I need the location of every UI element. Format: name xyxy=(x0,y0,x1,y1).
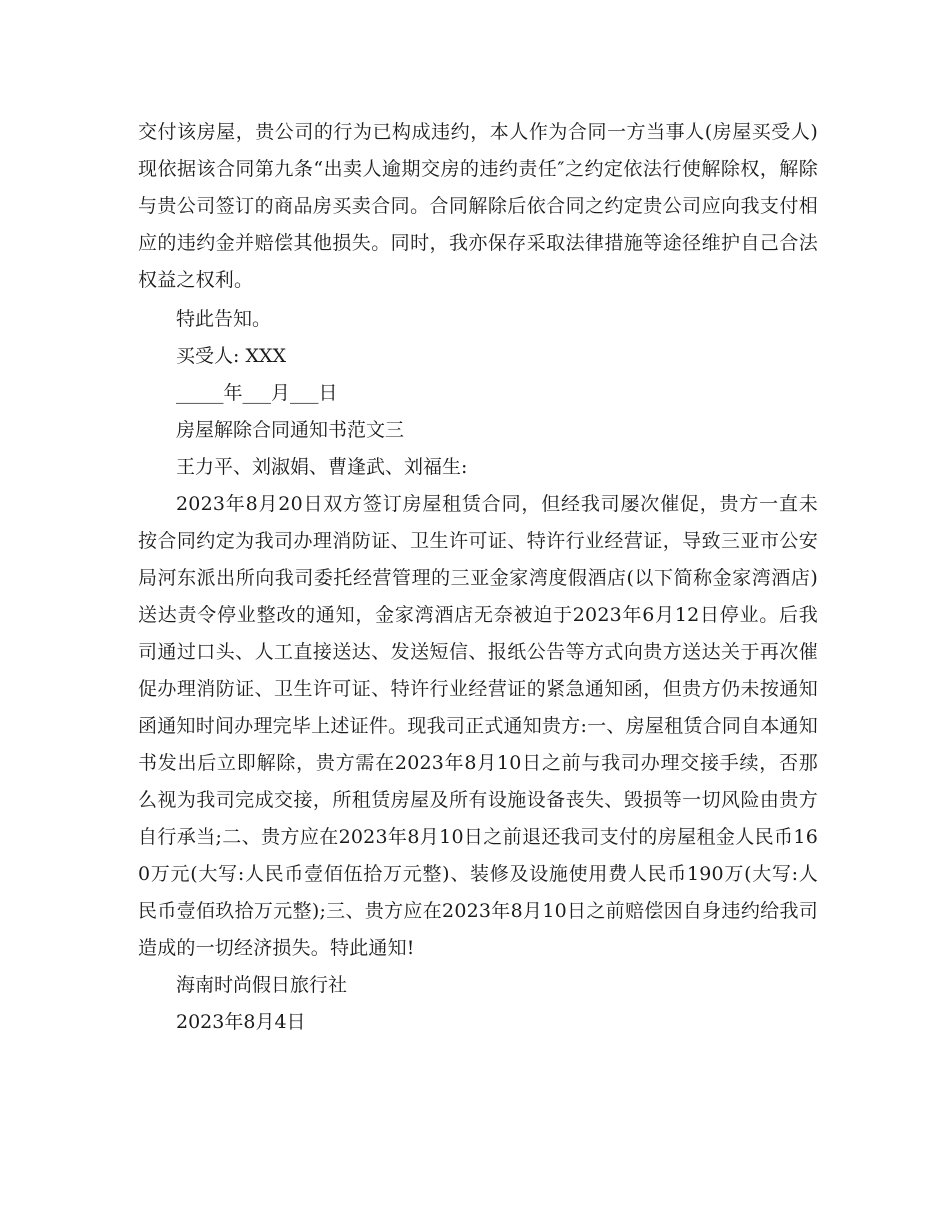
notice-closing: 特此告知。 xyxy=(176,308,272,330)
signatory-name: 海南时尚假日旅行社 xyxy=(176,974,348,996)
continued-paragraph: 交付该房屋，贵公司的行为已构成违约，本人作为合同一方当事人(房屋买受人)现依据该合同第九条“出卖人逾期交房的违约责任″之约定依法行使解除权，解除与贵公司签订的商品房买卖合同。合同解除后依合同之约定贵公司应向我支付相应的违约金并赔偿其他损失。同时，我亦保存采取法律措施等途径维护自己合法权益之权利。 xyxy=(138,121,818,291)
signature-date: 2023年8月4日 xyxy=(176,1011,306,1033)
document-body xyxy=(138,114,818,1041)
section-title: 房屋解除合同通知书范文三 xyxy=(176,419,405,441)
date-blank-line: _____年___月___日 xyxy=(176,382,338,404)
buyer-signature-line: 买受人: XXX xyxy=(176,345,287,367)
addressees-line: 王力平、刘淑娟、曹逢武、刘福生: xyxy=(176,456,468,478)
notice-body-paragraph: 2023年8月20日双方签订房屋租赁合同，但经我司屡次催促，贵方一直未按合同约定为我司办理消防证、卫生许可证、特许行业经营证，导致三亚市公安局河东派出所向我司委托经营管理的三亚金家湾度假酒店(以下简称金家湾酒店)送达责令停业整改的通知，金家湾酒店无奈被迫于2023年6月12日停业。后我司通过口头、人工直接送达、发送短信、报纸公告等方式向贵方送达关于再次催促办理消防证、卫生许可证、特许行业经营证的紧急通知函，但贵方仍未按通知函通知时间办理完毕上述证件。现我司正式通知贵方:一、房屋租赁合同自本通知书发出后立即解除，贵方需在2023年8月10日之前与我司办理交接手续，否那么视为我司完成交接，所租赁房屋及所有设施设备丧失、毁损等一切风险由贵方自行承当;二、贵方应在2023年8月10日之前退还我司支付的房屋租金人民币160万元(大写:人民币壹佰伍拾万元整)、装修及设施使用费人民币190万(大写:人民币壹佰玖拾万元整);三、贵方应在2023年8月10日之前赔偿因自身违约给我司造成的一切经济损失。特此通知! xyxy=(138,493,818,959)
